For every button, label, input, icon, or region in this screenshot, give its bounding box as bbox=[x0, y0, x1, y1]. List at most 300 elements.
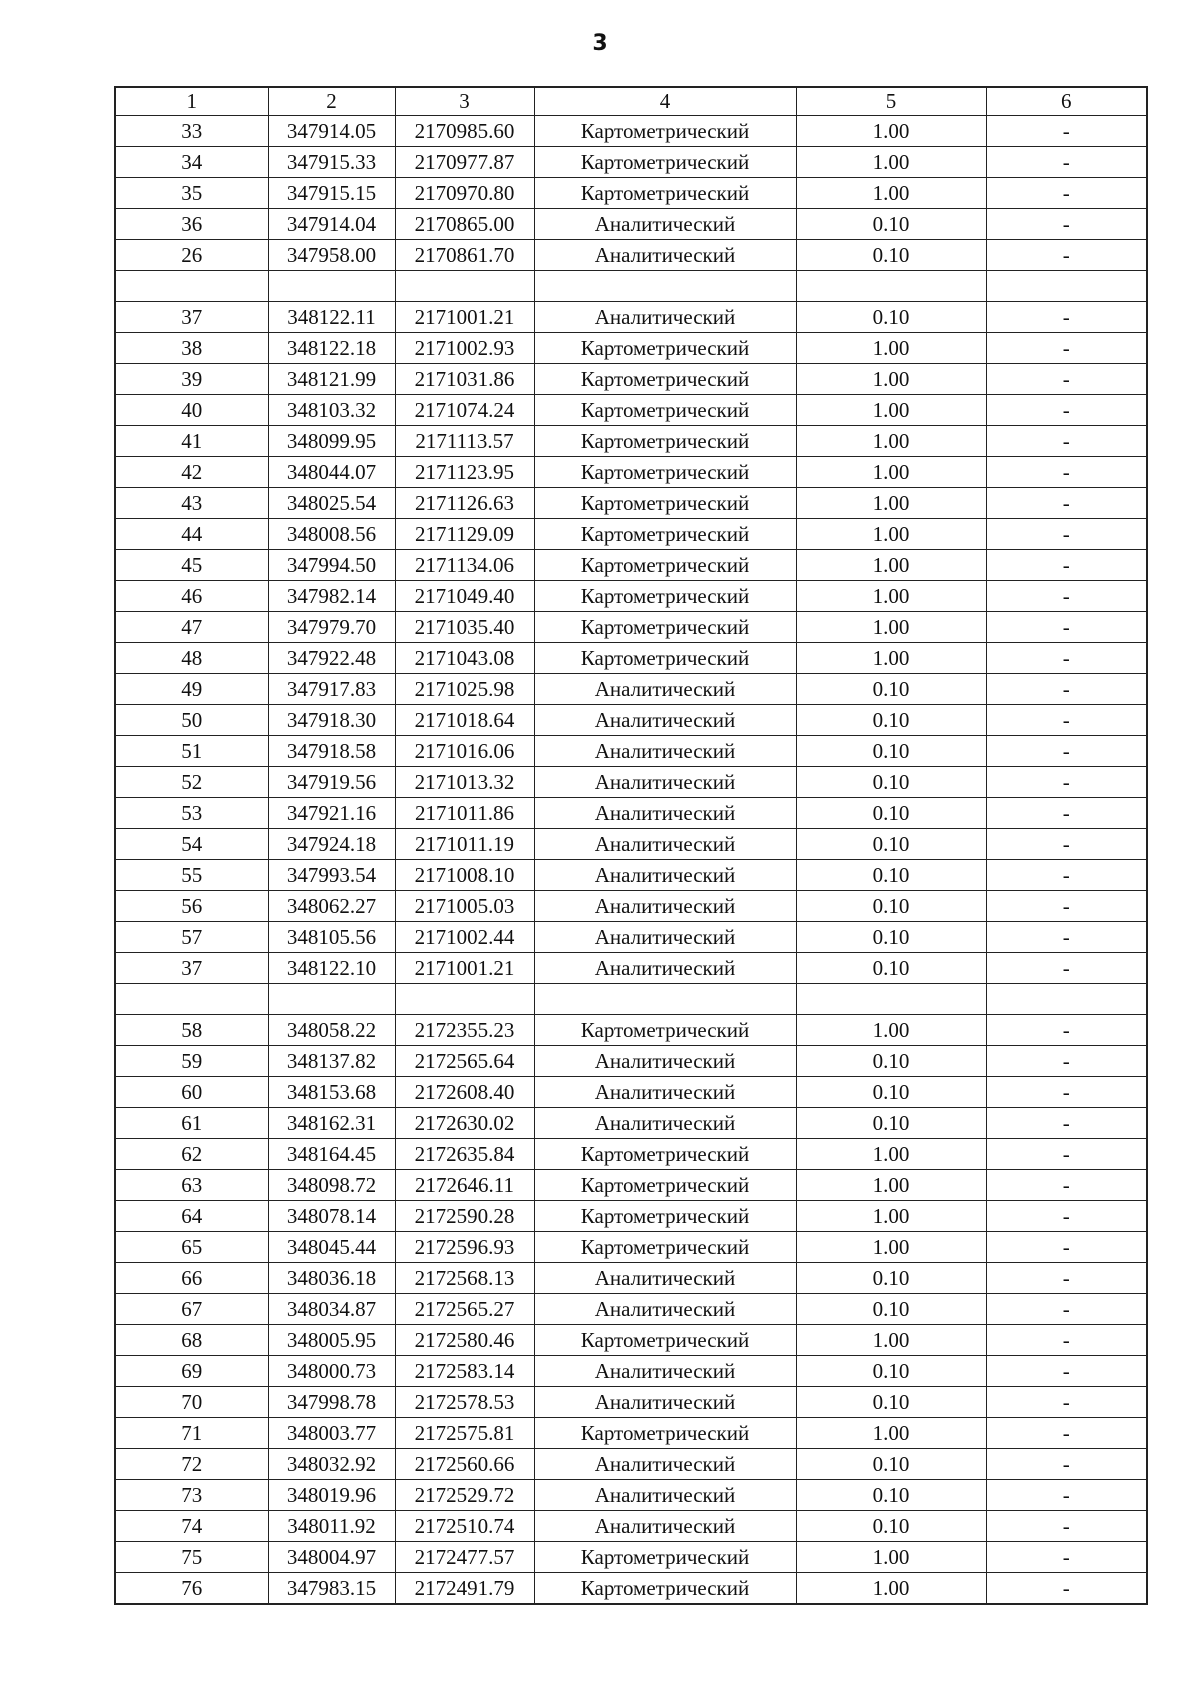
note-cell: - bbox=[986, 891, 1147, 922]
y-coordinate-cell: 2171025.98 bbox=[395, 674, 534, 705]
y-coordinate-cell: 2172575.81 bbox=[395, 1418, 534, 1449]
table-row bbox=[115, 488, 1147, 519]
x-coordinate-cell: 348000.73 bbox=[268, 1356, 395, 1387]
table-row bbox=[115, 1139, 1147, 1170]
y-coordinate-cell bbox=[395, 271, 534, 302]
method-cell: Аналитический bbox=[534, 209, 796, 240]
y-coordinate-cell: 2172560.66 bbox=[395, 1449, 534, 1480]
table-row bbox=[115, 333, 1147, 364]
method-cell: Картометрический bbox=[534, 519, 796, 550]
note-cell: - bbox=[986, 1387, 1147, 1418]
x-coordinate-cell: 348137.82 bbox=[268, 1046, 395, 1077]
x-coordinate-cell: 348164.45 bbox=[268, 1139, 395, 1170]
x-coordinate-cell: 347914.05 bbox=[268, 116, 395, 147]
note-cell: - bbox=[986, 488, 1147, 519]
method-cell: Аналитический bbox=[534, 798, 796, 829]
method-cell: Аналитический bbox=[534, 922, 796, 953]
method-cell: Аналитический bbox=[534, 240, 796, 271]
y-coordinate-cell: 2170865.00 bbox=[395, 209, 534, 240]
y-coordinate-cell: 2171011.86 bbox=[395, 798, 534, 829]
method-cell: Картометрический bbox=[534, 1139, 796, 1170]
table-row bbox=[115, 674, 1147, 705]
table-row bbox=[115, 550, 1147, 581]
method-cell: Картометрический bbox=[534, 147, 796, 178]
point-number-cell bbox=[115, 271, 268, 302]
method-cell: Картометрический bbox=[534, 1542, 796, 1573]
table-row bbox=[115, 1418, 1147, 1449]
table-row bbox=[115, 736, 1147, 767]
accuracy-cell: 1.00 bbox=[796, 1418, 986, 1449]
table-separator-row bbox=[115, 271, 1147, 302]
point-number-cell: 33 bbox=[115, 116, 268, 147]
note-cell: - bbox=[986, 1170, 1147, 1201]
accuracy-cell: 0.10 bbox=[796, 1108, 986, 1139]
point-number-cell: 37 bbox=[115, 302, 268, 333]
table-row bbox=[115, 1573, 1147, 1605]
table-separator-row bbox=[115, 984, 1147, 1015]
x-coordinate-cell: 348098.72 bbox=[268, 1170, 395, 1201]
accuracy-cell: 0.10 bbox=[796, 705, 986, 736]
y-coordinate-cell: 2171001.21 bbox=[395, 302, 534, 333]
accuracy-cell: 0.10 bbox=[796, 1387, 986, 1418]
column-header-1: 1 bbox=[115, 87, 268, 116]
y-coordinate-cell: 2171002.93 bbox=[395, 333, 534, 364]
table-row bbox=[115, 612, 1147, 643]
y-coordinate-cell: 2172565.27 bbox=[395, 1294, 534, 1325]
note-cell bbox=[986, 984, 1147, 1015]
x-coordinate-cell: 348105.56 bbox=[268, 922, 395, 953]
method-cell: Картометрический bbox=[534, 1418, 796, 1449]
y-coordinate-cell: 2171013.32 bbox=[395, 767, 534, 798]
note-cell: - bbox=[986, 395, 1147, 426]
method-cell: Аналитический bbox=[534, 767, 796, 798]
table-row bbox=[115, 1046, 1147, 1077]
note-cell: - bbox=[986, 116, 1147, 147]
y-coordinate-cell: 2172565.64 bbox=[395, 1046, 534, 1077]
x-coordinate-cell: 348032.92 bbox=[268, 1449, 395, 1480]
x-coordinate-cell: 347998.78 bbox=[268, 1387, 395, 1418]
table-row bbox=[115, 178, 1147, 209]
point-number-cell: 65 bbox=[115, 1232, 268, 1263]
accuracy-cell: 0.10 bbox=[796, 860, 986, 891]
y-coordinate-cell: 2170861.70 bbox=[395, 240, 534, 271]
x-coordinate-cell: 347915.33 bbox=[268, 147, 395, 178]
accuracy-cell: 1.00 bbox=[796, 116, 986, 147]
y-coordinate-cell: 2171016.06 bbox=[395, 736, 534, 767]
point-number-cell: 61 bbox=[115, 1108, 268, 1139]
y-coordinate-cell: 2172583.14 bbox=[395, 1356, 534, 1387]
method-cell: Аналитический bbox=[534, 953, 796, 984]
y-coordinate-cell: 2171123.95 bbox=[395, 457, 534, 488]
table-row bbox=[115, 922, 1147, 953]
table-row bbox=[115, 1542, 1147, 1573]
accuracy-cell bbox=[796, 271, 986, 302]
table-row bbox=[115, 860, 1147, 891]
accuracy-cell: 1.00 bbox=[796, 364, 986, 395]
x-coordinate-cell: 348122.11 bbox=[268, 302, 395, 333]
accuracy-cell: 1.00 bbox=[796, 426, 986, 457]
table-row bbox=[115, 1294, 1147, 1325]
table-row bbox=[115, 1480, 1147, 1511]
method-cell: Картометрический bbox=[534, 1015, 796, 1046]
y-coordinate-cell: 2170977.87 bbox=[395, 147, 534, 178]
x-coordinate-cell: 348034.87 bbox=[268, 1294, 395, 1325]
accuracy-cell: 0.10 bbox=[796, 1263, 986, 1294]
point-number-cell: 70 bbox=[115, 1387, 268, 1418]
accuracy-cell: 0.10 bbox=[796, 829, 986, 860]
table-row bbox=[115, 116, 1147, 147]
accuracy-cell: 1.00 bbox=[796, 1201, 986, 1232]
note-cell: - bbox=[986, 798, 1147, 829]
note-cell: - bbox=[986, 550, 1147, 581]
y-coordinate-cell: 2170985.60 bbox=[395, 116, 534, 147]
accuracy-cell: 0.10 bbox=[796, 891, 986, 922]
point-number-cell: 72 bbox=[115, 1449, 268, 1480]
table-row bbox=[115, 767, 1147, 798]
point-number-cell: 26 bbox=[115, 240, 268, 271]
y-coordinate-cell: 2171005.03 bbox=[395, 891, 534, 922]
x-coordinate-cell: 348045.44 bbox=[268, 1232, 395, 1263]
note-cell: - bbox=[986, 1201, 1147, 1232]
y-coordinate-cell: 2170970.80 bbox=[395, 178, 534, 209]
point-number-cell: 64 bbox=[115, 1201, 268, 1232]
point-number-cell: 59 bbox=[115, 1046, 268, 1077]
accuracy-cell: 1.00 bbox=[796, 550, 986, 581]
y-coordinate-cell: 2171126.63 bbox=[395, 488, 534, 519]
table-row bbox=[115, 1263, 1147, 1294]
note-cell: - bbox=[986, 860, 1147, 891]
table-row bbox=[115, 1015, 1147, 1046]
note-cell: - bbox=[986, 364, 1147, 395]
point-number-cell: 74 bbox=[115, 1511, 268, 1542]
table-row bbox=[115, 1511, 1147, 1542]
accuracy-cell: 1.00 bbox=[796, 1139, 986, 1170]
point-number-cell: 76 bbox=[115, 1573, 268, 1605]
y-coordinate-cell bbox=[395, 984, 534, 1015]
y-coordinate-cell: 2172491.79 bbox=[395, 1573, 534, 1605]
accuracy-cell: 1.00 bbox=[796, 612, 986, 643]
column-header-5: 5 bbox=[796, 87, 986, 116]
note-cell: - bbox=[986, 1418, 1147, 1449]
table-row bbox=[115, 426, 1147, 457]
accuracy-cell: 0.10 bbox=[796, 1480, 986, 1511]
accuracy-cell: 1.00 bbox=[796, 581, 986, 612]
table-row bbox=[115, 457, 1147, 488]
point-number-cell: 39 bbox=[115, 364, 268, 395]
accuracy-cell: 0.10 bbox=[796, 1077, 986, 1108]
method-cell: Картометрический bbox=[534, 333, 796, 364]
x-coordinate-cell: 347982.14 bbox=[268, 581, 395, 612]
coordinates-table bbox=[114, 86, 1148, 1605]
method-cell: Аналитический bbox=[534, 1294, 796, 1325]
note-cell: - bbox=[986, 1263, 1147, 1294]
note-cell: - bbox=[986, 1015, 1147, 1046]
y-coordinate-cell: 2172477.57 bbox=[395, 1542, 534, 1573]
point-number-cell: 43 bbox=[115, 488, 268, 519]
point-number-cell: 66 bbox=[115, 1263, 268, 1294]
note-cell: - bbox=[986, 302, 1147, 333]
note-cell: - bbox=[986, 1046, 1147, 1077]
note-cell: - bbox=[986, 736, 1147, 767]
x-coordinate-cell: 348044.07 bbox=[268, 457, 395, 488]
x-coordinate-cell: 348122.18 bbox=[268, 333, 395, 364]
accuracy-cell: 0.10 bbox=[796, 736, 986, 767]
table-header-row bbox=[115, 87, 1147, 116]
method-cell: Картометрический bbox=[534, 457, 796, 488]
point-number-cell: 44 bbox=[115, 519, 268, 550]
x-coordinate-cell: 348078.14 bbox=[268, 1201, 395, 1232]
note-cell: - bbox=[986, 922, 1147, 953]
note-cell: - bbox=[986, 767, 1147, 798]
point-number-cell: 67 bbox=[115, 1294, 268, 1325]
x-coordinate-cell: 347915.15 bbox=[268, 178, 395, 209]
table-row bbox=[115, 1201, 1147, 1232]
point-number-cell: 38 bbox=[115, 333, 268, 364]
accuracy-cell: 1.00 bbox=[796, 643, 986, 674]
accuracy-cell: 0.10 bbox=[796, 953, 986, 984]
accuracy-cell: 0.10 bbox=[796, 302, 986, 333]
accuracy-cell: 0.10 bbox=[796, 798, 986, 829]
method-cell: Картометрический bbox=[534, 643, 796, 674]
method-cell: Аналитический bbox=[534, 1387, 796, 1418]
table-row bbox=[115, 891, 1147, 922]
note-cell: - bbox=[986, 1542, 1147, 1573]
method-cell: Картометрический bbox=[534, 1232, 796, 1263]
note-cell: - bbox=[986, 1449, 1147, 1480]
point-number-cell: 68 bbox=[115, 1325, 268, 1356]
y-coordinate-cell: 2172578.53 bbox=[395, 1387, 534, 1418]
method-cell: Картометрический bbox=[534, 612, 796, 643]
accuracy-cell bbox=[796, 984, 986, 1015]
accuracy-cell: 1.00 bbox=[796, 1325, 986, 1356]
accuracy-cell: 0.10 bbox=[796, 209, 986, 240]
note-cell: - bbox=[986, 1573, 1147, 1605]
coordinates-table-body bbox=[115, 87, 1147, 1604]
point-number-cell: 34 bbox=[115, 147, 268, 178]
x-coordinate-cell: 348005.95 bbox=[268, 1325, 395, 1356]
method-cell: Картометрический bbox=[534, 364, 796, 395]
note-cell: - bbox=[986, 426, 1147, 457]
accuracy-cell: 1.00 bbox=[796, 178, 986, 209]
x-coordinate-cell: 347979.70 bbox=[268, 612, 395, 643]
accuracy-cell: 1.00 bbox=[796, 147, 986, 178]
y-coordinate-cell: 2172529.72 bbox=[395, 1480, 534, 1511]
accuracy-cell: 1.00 bbox=[796, 1542, 986, 1573]
accuracy-cell: 0.10 bbox=[796, 1511, 986, 1542]
table-row bbox=[115, 395, 1147, 426]
accuracy-cell: 1.00 bbox=[796, 488, 986, 519]
method-cell: Аналитический bbox=[534, 1263, 796, 1294]
method-cell: Картометрический bbox=[534, 581, 796, 612]
note-cell: - bbox=[986, 1325, 1147, 1356]
y-coordinate-cell: 2171134.06 bbox=[395, 550, 534, 581]
y-coordinate-cell: 2171002.44 bbox=[395, 922, 534, 953]
y-coordinate-cell: 2171113.57 bbox=[395, 426, 534, 457]
x-coordinate-cell: 347983.15 bbox=[268, 1573, 395, 1605]
column-header-6: 6 bbox=[986, 87, 1147, 116]
method-cell: Картометрический bbox=[534, 1325, 796, 1356]
table-row bbox=[115, 1387, 1147, 1418]
y-coordinate-cell: 2172580.46 bbox=[395, 1325, 534, 1356]
note-cell: - bbox=[986, 519, 1147, 550]
x-coordinate-cell: 348004.97 bbox=[268, 1542, 395, 1573]
note-cell: - bbox=[986, 674, 1147, 705]
point-number-cell: 55 bbox=[115, 860, 268, 891]
x-coordinate-cell: 348036.18 bbox=[268, 1263, 395, 1294]
point-number-cell: 35 bbox=[115, 178, 268, 209]
x-coordinate-cell: 348008.56 bbox=[268, 519, 395, 550]
accuracy-cell: 0.10 bbox=[796, 922, 986, 953]
note-cell: - bbox=[986, 1511, 1147, 1542]
point-number-cell: 75 bbox=[115, 1542, 268, 1573]
point-number-cell: 58 bbox=[115, 1015, 268, 1046]
accuracy-cell: 0.10 bbox=[796, 1046, 986, 1077]
point-number-cell: 50 bbox=[115, 705, 268, 736]
method-cell: Картометрический bbox=[534, 116, 796, 147]
y-coordinate-cell: 2172635.84 bbox=[395, 1139, 534, 1170]
table-row bbox=[115, 1170, 1147, 1201]
point-number-cell: 73 bbox=[115, 1480, 268, 1511]
y-coordinate-cell: 2172608.40 bbox=[395, 1077, 534, 1108]
x-coordinate-cell: 348011.92 bbox=[268, 1511, 395, 1542]
x-coordinate-cell: 348062.27 bbox=[268, 891, 395, 922]
point-number-cell: 49 bbox=[115, 674, 268, 705]
table-row bbox=[115, 302, 1147, 333]
accuracy-cell: 0.10 bbox=[796, 240, 986, 271]
note-cell: - bbox=[986, 643, 1147, 674]
point-number-cell: 62 bbox=[115, 1139, 268, 1170]
accuracy-cell: 0.10 bbox=[796, 1449, 986, 1480]
x-coordinate-cell: 347924.18 bbox=[268, 829, 395, 860]
table-row bbox=[115, 1356, 1147, 1387]
y-coordinate-cell: 2172590.28 bbox=[395, 1201, 534, 1232]
method-cell: Картометрический bbox=[534, 488, 796, 519]
table-row bbox=[115, 147, 1147, 178]
note-cell: - bbox=[986, 209, 1147, 240]
accuracy-cell: 0.10 bbox=[796, 674, 986, 705]
point-number-cell bbox=[115, 984, 268, 1015]
column-header-4: 4 bbox=[534, 87, 796, 116]
accuracy-cell: 1.00 bbox=[796, 333, 986, 364]
table-row bbox=[115, 705, 1147, 736]
point-number-cell: 42 bbox=[115, 457, 268, 488]
method-cell: Аналитический bbox=[534, 1356, 796, 1387]
point-number-cell: 45 bbox=[115, 550, 268, 581]
method-cell: Аналитический bbox=[534, 891, 796, 922]
method-cell: Аналитический bbox=[534, 1480, 796, 1511]
note-cell: - bbox=[986, 1356, 1147, 1387]
y-coordinate-cell: 2171008.10 bbox=[395, 860, 534, 891]
x-coordinate-cell: 347919.56 bbox=[268, 767, 395, 798]
point-number-cell: 41 bbox=[115, 426, 268, 457]
x-coordinate-cell: 347918.30 bbox=[268, 705, 395, 736]
accuracy-cell: 1.00 bbox=[796, 395, 986, 426]
y-coordinate-cell: 2172630.02 bbox=[395, 1108, 534, 1139]
method-cell: Аналитический bbox=[534, 1108, 796, 1139]
method-cell: Картометрический bbox=[534, 426, 796, 457]
method-cell: Аналитический bbox=[534, 1511, 796, 1542]
x-coordinate-cell: 347922.48 bbox=[268, 643, 395, 674]
accuracy-cell: 1.00 bbox=[796, 1015, 986, 1046]
point-number-cell: 69 bbox=[115, 1356, 268, 1387]
method-cell: Аналитический bbox=[534, 705, 796, 736]
y-coordinate-cell: 2171043.08 bbox=[395, 643, 534, 674]
y-coordinate-cell: 2171018.64 bbox=[395, 705, 534, 736]
x-coordinate-cell: 347914.04 bbox=[268, 209, 395, 240]
y-coordinate-cell: 2171001.21 bbox=[395, 953, 534, 984]
point-number-cell: 47 bbox=[115, 612, 268, 643]
note-cell: - bbox=[986, 178, 1147, 209]
x-coordinate-cell: 347994.50 bbox=[268, 550, 395, 581]
point-number-cell: 52 bbox=[115, 767, 268, 798]
note-cell: - bbox=[986, 1108, 1147, 1139]
table-row bbox=[115, 519, 1147, 550]
x-coordinate-cell: 348162.31 bbox=[268, 1108, 395, 1139]
point-number-cell: 37 bbox=[115, 953, 268, 984]
y-coordinate-cell: 2171031.86 bbox=[395, 364, 534, 395]
column-header-3: 3 bbox=[395, 87, 534, 116]
method-cell: Аналитический bbox=[534, 1077, 796, 1108]
x-coordinate-cell bbox=[268, 984, 395, 1015]
method-cell: Аналитический bbox=[534, 302, 796, 333]
x-coordinate-cell: 348019.96 bbox=[268, 1480, 395, 1511]
point-number-cell: 36 bbox=[115, 209, 268, 240]
note-cell: - bbox=[986, 1480, 1147, 1511]
x-coordinate-cell: 348103.32 bbox=[268, 395, 395, 426]
table-row bbox=[115, 581, 1147, 612]
point-number-cell: 60 bbox=[115, 1077, 268, 1108]
point-number-cell: 46 bbox=[115, 581, 268, 612]
x-coordinate-cell: 348003.77 bbox=[268, 1418, 395, 1449]
y-coordinate-cell: 2171035.40 bbox=[395, 612, 534, 643]
table-row bbox=[115, 643, 1147, 674]
method-cell bbox=[534, 271, 796, 302]
point-number-cell: 48 bbox=[115, 643, 268, 674]
method-cell bbox=[534, 984, 796, 1015]
x-coordinate-cell: 348153.68 bbox=[268, 1077, 395, 1108]
note-cell: - bbox=[986, 829, 1147, 860]
method-cell: Картометрический bbox=[534, 395, 796, 426]
note-cell: - bbox=[986, 240, 1147, 271]
note-cell: - bbox=[986, 1232, 1147, 1263]
point-number-cell: 56 bbox=[115, 891, 268, 922]
table-row bbox=[115, 1325, 1147, 1356]
method-cell: Картометрический bbox=[534, 1573, 796, 1605]
x-coordinate-cell: 348121.99 bbox=[268, 364, 395, 395]
accuracy-cell: 1.00 bbox=[796, 457, 986, 488]
y-coordinate-cell: 2171129.09 bbox=[395, 519, 534, 550]
method-cell: Аналитический bbox=[534, 1046, 796, 1077]
y-coordinate-cell: 2171074.24 bbox=[395, 395, 534, 426]
table-row bbox=[115, 798, 1147, 829]
x-coordinate-cell bbox=[268, 271, 395, 302]
x-coordinate-cell: 347917.83 bbox=[268, 674, 395, 705]
page-number: 3 bbox=[592, 31, 608, 56]
x-coordinate-cell: 347958.00 bbox=[268, 240, 395, 271]
point-number-cell: 53 bbox=[115, 798, 268, 829]
method-cell: Картометрический bbox=[534, 550, 796, 581]
note-cell: - bbox=[986, 333, 1147, 364]
y-coordinate-cell: 2172355.23 bbox=[395, 1015, 534, 1046]
table-row bbox=[115, 1449, 1147, 1480]
method-cell: Аналитический bbox=[534, 736, 796, 767]
method-cell: Аналитический bbox=[534, 674, 796, 705]
y-coordinate-cell: 2171049.40 bbox=[395, 581, 534, 612]
accuracy-cell: 1.00 bbox=[796, 1170, 986, 1201]
note-cell: - bbox=[986, 953, 1147, 984]
note-cell bbox=[986, 271, 1147, 302]
x-coordinate-cell: 347918.58 bbox=[268, 736, 395, 767]
